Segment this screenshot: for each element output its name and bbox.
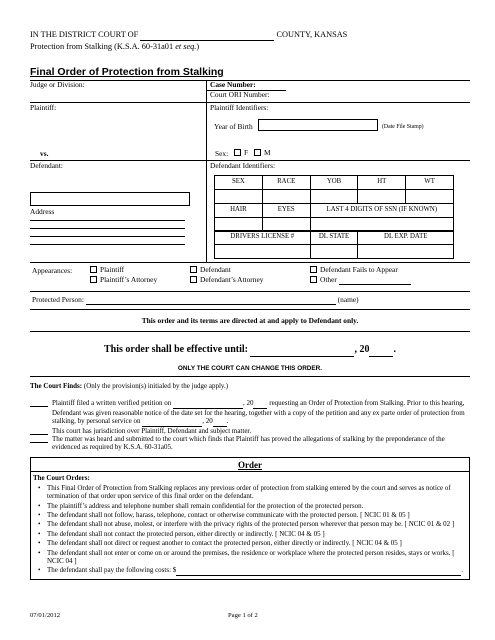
plaintiff-identifiers-label: Plaintiff Identifiers: xyxy=(210,102,269,112)
grid-divider xyxy=(206,80,207,262)
sex-m-label: M xyxy=(264,147,271,157)
plaintiffs-attorney-option-label: Plaintiff’s Attorney xyxy=(100,274,158,284)
statute-line xyxy=(30,42,470,52)
defendants-attorney-option-label: Defendant’s Attorney xyxy=(200,274,264,284)
effective-period: . xyxy=(393,344,396,356)
court-finds-label: The Court Finds: xyxy=(30,381,83,390)
id-yob: YOB xyxy=(310,175,358,189)
id-wt: WT xyxy=(406,175,454,189)
footer-date: 07/01/2012 xyxy=(30,612,61,619)
order-section xyxy=(30,457,470,580)
effective-date-field[interactable] xyxy=(250,344,354,357)
appearance-other[interactable] xyxy=(310,276,411,286)
finding-petition-text-e: . xyxy=(226,417,229,426)
petition-date-field[interactable] xyxy=(173,399,243,408)
id-dl-state: DL STATE xyxy=(310,230,358,244)
case-number-label: Case Number: xyxy=(210,79,256,89)
defendant-label: Defendant: xyxy=(30,160,63,170)
judge-label: Judge or Division: xyxy=(30,79,85,89)
vs-label: vs. xyxy=(40,148,49,158)
effective-year-prefix: , 20 xyxy=(354,344,370,356)
finding-petition-text-d: , 20 xyxy=(202,417,213,426)
defendant-checkbox[interactable] xyxy=(190,266,197,273)
order-list xyxy=(31,471,469,578)
defendant-name-field[interactable] xyxy=(30,192,190,206)
id-dl-state-value[interactable] xyxy=(310,244,358,258)
statute-et-seq: et seq. xyxy=(175,41,197,51)
id-dl-exp: DL EXP. DATE xyxy=(358,230,454,244)
finding-heard xyxy=(30,435,470,452)
plaintiffs-attorney-checkbox[interactable] xyxy=(90,276,97,283)
court-suffix: COUNTY, KANSAS xyxy=(276,30,348,39)
id-table-row1 xyxy=(214,175,454,204)
order-item: • The defendant shall not contact the protected person, either directly or indirectly. [ NCIC 04 & 05 ] xyxy=(33,530,467,538)
court-orders-label: The Court Orders: xyxy=(33,474,90,483)
other-checkbox[interactable] xyxy=(310,276,317,283)
id-ht: HT xyxy=(358,175,406,189)
sex-f-option[interactable] xyxy=(234,149,248,158)
finding-petition-text-b: , 20 xyxy=(242,399,254,408)
appearance-plaintiff[interactable] xyxy=(90,266,124,275)
other-field[interactable] xyxy=(339,276,411,286)
file-stamp-label: (Date File Stamp) xyxy=(382,123,424,130)
id-hair: HAIR xyxy=(215,203,263,217)
court-finds-heading xyxy=(30,382,470,390)
defendant-fails-option-label: Defendant Fails to Appear xyxy=(320,264,398,274)
costs-field[interactable] xyxy=(176,566,461,575)
id-ssn: LAST 4 DIGITS OF SSN (IF KNOWN) xyxy=(310,203,453,217)
order-item: • This Final Order of Protection from Stalking replaces any previous order of protection from stalking entered by the court and serves as notice of termination of that order upon service of this final order on the defendant. xyxy=(33,484,467,501)
page-title: Final Order of Protection from Stalking xyxy=(30,65,224,78)
year-of-birth-label: Year of Birth xyxy=(214,121,253,131)
id-table-row3 xyxy=(214,230,454,259)
address-line-4[interactable] xyxy=(30,244,185,245)
finding-petition xyxy=(30,399,470,426)
effective-separator xyxy=(30,331,470,332)
effective-year-field[interactable] xyxy=(369,344,393,357)
finding-jurisdiction-text: This court has jurisdiction over Plaintiff, Defendant and subject matter. xyxy=(52,426,252,435)
sex-label: Sex: xyxy=(215,148,229,158)
appearance-defendant-fails[interactable] xyxy=(310,266,398,275)
plaintiff-label: Plaintiff: xyxy=(30,102,57,112)
order-item: • The defendant shall not abuse, molest, or interfere with the privacy rights of the protected person wherever that person may be. [ NCIC 01 & 02 ] xyxy=(33,520,467,528)
sex-f-checkbox[interactable] xyxy=(234,149,241,156)
directed-separator xyxy=(30,309,470,310)
directed-statement: This order and its terms are directed at and apply to Defendant only. xyxy=(141,316,359,326)
protected-person-label: Protected Person: xyxy=(32,294,84,304)
finding-jurisdiction xyxy=(30,427,470,435)
id-race-value[interactable] xyxy=(262,189,310,203)
sex-f-label: F xyxy=(244,147,249,157)
appearances-label: Appearances: xyxy=(32,265,73,275)
address-line-3[interactable] xyxy=(30,236,185,237)
court-finds-note: (Only the provision(s) initialed by the judge apply.) xyxy=(83,381,229,390)
appearance-defendants-attorney[interactable] xyxy=(190,276,263,285)
court-ori-label: Court ORI Number: xyxy=(210,89,270,99)
defendant-identifiers-label: Defendant Identifiers: xyxy=(210,160,276,170)
year-of-birth-field[interactable] xyxy=(258,119,378,131)
id-drivers-license-value[interactable] xyxy=(215,244,311,258)
statute-text: Protection from Stalking (K.S.A. 60-31a01 xyxy=(30,41,174,51)
order-item: • The defendant shall not follow, harass, telephone, contact or otherwise communicate with the protected person. [ NCIC 01 & 05 ] xyxy=(33,511,467,519)
order-title: Order xyxy=(238,459,262,470)
page-footer xyxy=(30,612,470,620)
court-header xyxy=(30,30,470,41)
sex-m-checkbox[interactable] xyxy=(254,149,261,156)
county-field[interactable] xyxy=(140,30,274,41)
id-eyes: EYES xyxy=(262,203,310,217)
petition-year-field[interactable] xyxy=(253,399,267,408)
finding-petition-text-a: Plaintiff filed a written verified petition on xyxy=(52,399,172,408)
id-sex: SEX xyxy=(215,175,263,189)
order-item-costs: • The defendant shall pay the following costs: $ . xyxy=(33,566,467,575)
address-label: Address xyxy=(30,206,55,216)
protected-person-name-label: (name) xyxy=(337,294,359,304)
footer-page: Page 1 of 2 xyxy=(228,612,258,619)
order-item: • The defendant shall not direct or request another to contact the protected person, either directly or indirectly. [ NCIC 04 & 05 ] xyxy=(33,539,467,547)
appearance-plaintiffs-attorney[interactable] xyxy=(90,276,157,285)
finding-petition-initial[interactable] xyxy=(30,406,48,407)
sex-m-option[interactable] xyxy=(254,149,271,158)
statute-close: ) xyxy=(196,41,200,51)
appearance-defendant[interactable] xyxy=(190,266,231,275)
case-info-grid xyxy=(30,80,470,262)
other-option-label: Other xyxy=(320,274,337,284)
plaintiff-option-label: Plaintiff xyxy=(100,264,125,274)
protected-person-row xyxy=(30,292,470,310)
defendant-option-label: Defendant xyxy=(200,264,231,274)
finding-petition-text-c: requesting an Order of Protection from Stalking. Prior to this hearing, Defendant was given reasonable notice of the date set for the hearing, together with a copy of the petition and any ex parte order of protection from stalking, by personal service on xyxy=(52,399,465,426)
address-line-1[interactable] xyxy=(30,220,185,221)
order-item: • The plaintiff’s address and telephone number shall remain confidential for the protection of the protected person. xyxy=(33,502,467,510)
id-yob-value[interactable] xyxy=(310,189,358,203)
costs-label: The defendant shall pay the following costs: $ xyxy=(47,566,177,575)
id-wt-value[interactable] xyxy=(406,189,454,203)
id-sex-value[interactable] xyxy=(215,189,263,203)
id-drivers-license: DRIVERS LICENSE # xyxy=(215,230,311,244)
plaintiff-checkbox[interactable] xyxy=(90,266,97,273)
effective-until-row xyxy=(30,344,470,357)
address-line-2[interactable] xyxy=(30,228,185,229)
finding-heard-text: The matter was heard and submitted to the court which finds that Plaintiff has proved the allegations of stalking by the preponderance of the evidenced as required by K.S.A. 60-31a05. xyxy=(52,434,445,452)
defendant-fails-checkbox[interactable] xyxy=(310,266,317,273)
id-ht-value[interactable] xyxy=(358,189,406,203)
protected-person-field[interactable] xyxy=(86,296,336,306)
defendants-attorney-checkbox[interactable] xyxy=(190,276,197,283)
court-finds-section xyxy=(30,376,470,452)
id-table-row2 xyxy=(214,203,454,232)
only-court-notice: ONLY THE COURT CAN CHANGE THIS ORDER. xyxy=(177,365,323,373)
id-dl-exp-value[interactable] xyxy=(358,244,454,258)
court-prefix: IN THE DISTRICT COURT OF xyxy=(30,30,139,39)
appearances-section xyxy=(30,263,470,291)
finding-heard-initial[interactable] xyxy=(30,442,48,443)
id-race: RACE xyxy=(262,175,310,189)
effective-until-label: This order shall be effective until: xyxy=(104,344,248,356)
document-page xyxy=(30,30,470,580)
service-date-field[interactable] xyxy=(142,417,202,426)
order-item: • The defendant shall not enter or come on or around the premises, the residence or workplace where the protected person resides, stays or works. [ NCIC 04 ] xyxy=(33,549,467,566)
service-year-field[interactable] xyxy=(213,417,227,426)
